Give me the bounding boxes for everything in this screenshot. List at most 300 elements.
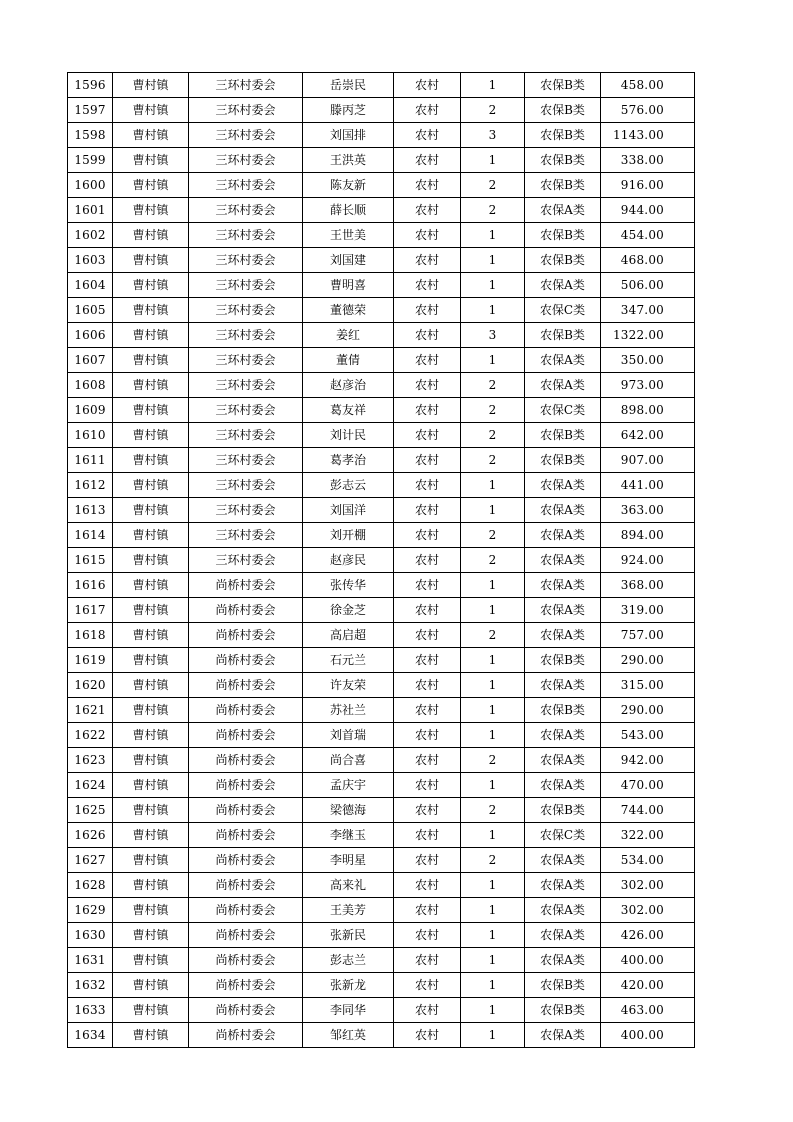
row-number-cell: 1634 [68, 1023, 113, 1048]
village-committee-cell: 三环村委会 [189, 148, 303, 173]
row-number-cell: 1622 [68, 723, 113, 748]
insurance-category-cell: 农保A类 [525, 273, 601, 298]
village-committee-cell: 尚桥村委会 [189, 848, 303, 873]
household-type-cell: 农村 [394, 398, 461, 423]
household-count-cell: 3 [461, 123, 525, 148]
town-cell: 曹村镇 [113, 748, 189, 773]
town-cell: 曹村镇 [113, 73, 189, 98]
household-count-cell: 1 [461, 498, 525, 523]
amount-cell: 368.00 [601, 573, 695, 598]
table-row [68, 548, 695, 573]
amount-cell: 944.00 [601, 198, 695, 223]
amount-cell: 420.00 [601, 973, 695, 998]
person-name-cell: 尚合喜 [303, 748, 394, 773]
household-type-cell: 农村 [394, 298, 461, 323]
row-number-cell: 1632 [68, 973, 113, 998]
row-number-cell: 1617 [68, 598, 113, 623]
amount-cell: 973.00 [601, 373, 695, 398]
village-committee-cell: 三环村委会 [189, 348, 303, 373]
amount-cell: 338.00 [601, 148, 695, 173]
insurance-category-cell: 农保B类 [525, 998, 601, 1023]
village-committee-cell: 尚桥村委会 [189, 723, 303, 748]
town-cell: 曹村镇 [113, 898, 189, 923]
village-committee-cell: 三环村委会 [189, 198, 303, 223]
person-name-cell: 王世美 [303, 223, 394, 248]
village-committee-cell: 尚桥村委会 [189, 773, 303, 798]
insurance-category-cell: 农保B类 [525, 448, 601, 473]
row-number-cell: 1601 [68, 198, 113, 223]
household-type-cell: 农村 [394, 423, 461, 448]
amount-cell: 894.00 [601, 523, 695, 548]
household-type-cell: 农村 [394, 148, 461, 173]
insurance-category-cell: 农保A类 [525, 948, 601, 973]
amount-cell: 363.00 [601, 498, 695, 523]
insurance-category-cell: 农保A类 [525, 723, 601, 748]
insurance-category-cell: 农保B类 [525, 323, 601, 348]
household-count-cell: 2 [461, 98, 525, 123]
household-count-cell: 2 [461, 448, 525, 473]
household-type-cell: 农村 [394, 948, 461, 973]
household-type-cell: 农村 [394, 523, 461, 548]
amount-cell: 400.00 [601, 1023, 695, 1048]
person-name-cell: 赵彦民 [303, 548, 394, 573]
person-name-cell: 姜红 [303, 323, 394, 348]
insurance-category-cell: 农保B类 [525, 73, 601, 98]
household-type-cell: 农村 [394, 1023, 461, 1048]
household-count-cell: 1 [461, 298, 525, 323]
person-name-cell: 张传华 [303, 573, 394, 598]
insurance-category-cell: 农保A类 [525, 873, 601, 898]
household-type-cell: 农村 [394, 248, 461, 273]
village-committee-cell: 三环村委会 [189, 248, 303, 273]
household-count-cell: 2 [461, 173, 525, 198]
village-committee-cell: 尚桥村委会 [189, 698, 303, 723]
person-name-cell: 陈友新 [303, 173, 394, 198]
row-number-cell: 1599 [68, 148, 113, 173]
village-committee-cell: 尚桥村委会 [189, 998, 303, 1023]
village-committee-cell: 尚桥村委会 [189, 748, 303, 773]
town-cell: 曹村镇 [113, 173, 189, 198]
village-committee-cell: 三环村委会 [189, 373, 303, 398]
household-type-cell: 农村 [394, 548, 461, 573]
table-row [68, 848, 695, 873]
town-cell: 曹村镇 [113, 623, 189, 648]
table-row [68, 673, 695, 698]
amount-cell: 642.00 [601, 423, 695, 448]
person-name-cell: 梁德海 [303, 798, 394, 823]
household-count-cell: 1 [461, 223, 525, 248]
person-name-cell: 葛孝治 [303, 448, 394, 473]
amount-cell: 534.00 [601, 848, 695, 873]
household-count-cell: 1 [461, 773, 525, 798]
village-committee-cell: 三环村委会 [189, 323, 303, 348]
person-name-cell: 刘国洋 [303, 498, 394, 523]
table-row [68, 498, 695, 523]
amount-cell: 290.00 [601, 648, 695, 673]
amount-cell: 942.00 [601, 748, 695, 773]
table-row [68, 448, 695, 473]
household-count-cell: 2 [461, 523, 525, 548]
person-name-cell: 岳崇民 [303, 73, 394, 98]
row-number-cell: 1616 [68, 573, 113, 598]
household-count-cell: 1 [461, 348, 525, 373]
insurance-category-cell: 农保A类 [525, 773, 601, 798]
town-cell: 曹村镇 [113, 273, 189, 298]
insurance-category-cell: 农保B类 [525, 173, 601, 198]
household-type-cell: 农村 [394, 623, 461, 648]
table-row [68, 123, 695, 148]
household-type-cell: 农村 [394, 973, 461, 998]
row-number-cell: 1628 [68, 873, 113, 898]
household-count-cell: 1 [461, 948, 525, 973]
person-name-cell: 滕丙芝 [303, 98, 394, 123]
table-row [68, 173, 695, 198]
table-row [68, 298, 695, 323]
household-count-cell: 1 [461, 923, 525, 948]
village-committee-cell: 尚桥村委会 [189, 598, 303, 623]
village-committee-cell: 尚桥村委会 [189, 948, 303, 973]
row-number-cell: 1626 [68, 823, 113, 848]
household-count-cell: 2 [461, 848, 525, 873]
village-committee-cell: 尚桥村委会 [189, 1023, 303, 1048]
amount-cell: 744.00 [601, 798, 695, 823]
household-type-cell: 农村 [394, 323, 461, 348]
person-name-cell: 张新龙 [303, 973, 394, 998]
household-type-cell: 农村 [394, 898, 461, 923]
town-cell: 曹村镇 [113, 848, 189, 873]
household-type-cell: 农村 [394, 723, 461, 748]
household-type-cell: 农村 [394, 198, 461, 223]
household-count-cell: 2 [461, 423, 525, 448]
row-number-cell: 1596 [68, 73, 113, 98]
village-committee-cell: 尚桥村委会 [189, 648, 303, 673]
amount-cell: 1143.00 [601, 123, 695, 148]
amount-cell: 463.00 [601, 998, 695, 1023]
village-committee-cell: 三环村委会 [189, 423, 303, 448]
household-count-cell: 1 [461, 873, 525, 898]
household-type-cell: 农村 [394, 873, 461, 898]
person-name-cell: 苏社兰 [303, 698, 394, 723]
table-row [68, 898, 695, 923]
village-committee-cell: 三环村委会 [189, 123, 303, 148]
amount-cell: 898.00 [601, 398, 695, 423]
town-cell: 曹村镇 [113, 948, 189, 973]
row-number-cell: 1606 [68, 323, 113, 348]
amount-cell: 302.00 [601, 873, 695, 898]
amount-cell: 470.00 [601, 773, 695, 798]
town-cell: 曹村镇 [113, 673, 189, 698]
household-count-cell: 1 [461, 723, 525, 748]
row-number-cell: 1630 [68, 923, 113, 948]
insurance-category-cell: 农保B类 [525, 798, 601, 823]
household-count-cell: 2 [461, 798, 525, 823]
town-cell: 曹村镇 [113, 448, 189, 473]
village-committee-cell: 三环村委会 [189, 273, 303, 298]
person-name-cell: 张新民 [303, 923, 394, 948]
town-cell: 曹村镇 [113, 398, 189, 423]
village-committee-cell: 尚桥村委会 [189, 873, 303, 898]
insurance-category-cell: 农保A类 [525, 573, 601, 598]
row-number-cell: 1605 [68, 298, 113, 323]
row-number-cell: 1598 [68, 123, 113, 148]
household-type-cell: 农村 [394, 823, 461, 848]
insurance-category-cell: 农保B类 [525, 123, 601, 148]
town-cell: 曹村镇 [113, 1023, 189, 1048]
household-count-cell: 1 [461, 973, 525, 998]
row-number-cell: 1629 [68, 898, 113, 923]
person-name-cell: 李同华 [303, 998, 394, 1023]
town-cell: 曹村镇 [113, 98, 189, 123]
insurance-category-cell: 农保A类 [525, 548, 601, 573]
village-committee-cell: 三环村委会 [189, 98, 303, 123]
village-committee-cell: 三环村委会 [189, 523, 303, 548]
row-number-cell: 1625 [68, 798, 113, 823]
table-row [68, 98, 695, 123]
amount-cell: 400.00 [601, 948, 695, 973]
town-cell: 曹村镇 [113, 798, 189, 823]
table-row [68, 648, 695, 673]
household-type-cell: 农村 [394, 273, 461, 298]
amount-cell: 907.00 [601, 448, 695, 473]
table-row [68, 798, 695, 823]
beneficiary-table [67, 72, 695, 1048]
person-name-cell: 彭志云 [303, 473, 394, 498]
table-row [68, 273, 695, 298]
table-row [68, 923, 695, 948]
amount-cell: 319.00 [601, 598, 695, 623]
insurance-category-cell: 农保A类 [525, 673, 601, 698]
household-type-cell: 农村 [394, 348, 461, 373]
insurance-category-cell: 农保A类 [525, 923, 601, 948]
table-row [68, 398, 695, 423]
village-committee-cell: 尚桥村委会 [189, 573, 303, 598]
amount-cell: 757.00 [601, 623, 695, 648]
person-name-cell: 董倩 [303, 348, 394, 373]
household-type-cell: 农村 [394, 473, 461, 498]
table-row [68, 373, 695, 398]
household-type-cell: 农村 [394, 848, 461, 873]
insurance-category-cell: 农保A类 [525, 748, 601, 773]
insurance-category-cell: 农保A类 [525, 898, 601, 923]
amount-cell: 290.00 [601, 698, 695, 723]
amount-cell: 347.00 [601, 298, 695, 323]
row-number-cell: 1613 [68, 498, 113, 523]
row-number-cell: 1621 [68, 698, 113, 723]
household-count-cell: 1 [461, 248, 525, 273]
household-type-cell: 农村 [394, 373, 461, 398]
row-number-cell: 1619 [68, 648, 113, 673]
household-type-cell: 农村 [394, 748, 461, 773]
town-cell: 曹村镇 [113, 323, 189, 348]
insurance-category-cell: 农保B类 [525, 248, 601, 273]
amount-cell: 441.00 [601, 473, 695, 498]
town-cell: 曹村镇 [113, 123, 189, 148]
household-type-cell: 农村 [394, 923, 461, 948]
village-committee-cell: 三环村委会 [189, 448, 303, 473]
household-count-cell: 1 [461, 573, 525, 598]
insurance-category-cell: 农保B类 [525, 698, 601, 723]
insurance-category-cell: 农保A类 [525, 198, 601, 223]
town-cell: 曹村镇 [113, 198, 189, 223]
table-row [68, 573, 695, 598]
person-name-cell: 刘国排 [303, 123, 394, 148]
table-row [68, 523, 695, 548]
insurance-category-cell: 农保C类 [525, 298, 601, 323]
person-name-cell: 薛长顺 [303, 198, 394, 223]
insurance-category-cell: 农保B类 [525, 148, 601, 173]
household-count-cell: 2 [461, 373, 525, 398]
household-count-cell: 1 [461, 823, 525, 848]
table-row [68, 198, 695, 223]
table-row [68, 748, 695, 773]
table-row [68, 873, 695, 898]
insurance-category-cell: 农保B类 [525, 423, 601, 448]
insurance-category-cell: 农保B类 [525, 973, 601, 998]
household-count-cell: 1 [461, 148, 525, 173]
household-count-cell: 1 [461, 473, 525, 498]
table-row [68, 623, 695, 648]
person-name-cell: 刘国建 [303, 248, 394, 273]
village-committee-cell: 三环村委会 [189, 398, 303, 423]
table-row [68, 73, 695, 98]
row-number-cell: 1597 [68, 98, 113, 123]
town-cell: 曹村镇 [113, 823, 189, 848]
table-row [68, 223, 695, 248]
amount-cell: 576.00 [601, 98, 695, 123]
town-cell: 曹村镇 [113, 773, 189, 798]
person-name-cell: 刘首瑞 [303, 723, 394, 748]
town-cell: 曹村镇 [113, 923, 189, 948]
row-number-cell: 1615 [68, 548, 113, 573]
town-cell: 曹村镇 [113, 723, 189, 748]
household-type-cell: 农村 [394, 598, 461, 623]
amount-cell: 506.00 [601, 273, 695, 298]
village-committee-cell: 三环村委会 [189, 298, 303, 323]
person-name-cell: 王美芳 [303, 898, 394, 923]
household-count-cell: 3 [461, 323, 525, 348]
row-number-cell: 1609 [68, 398, 113, 423]
insurance-category-cell: 农保A类 [525, 348, 601, 373]
person-name-cell: 刘计民 [303, 423, 394, 448]
insurance-category-cell: 农保A类 [525, 1023, 601, 1048]
table-row [68, 698, 695, 723]
table-row [68, 598, 695, 623]
town-cell: 曹村镇 [113, 648, 189, 673]
row-number-cell: 1611 [68, 448, 113, 473]
table-row [68, 948, 695, 973]
household-type-cell: 农村 [394, 448, 461, 473]
household-count-cell: 1 [461, 698, 525, 723]
row-number-cell: 1602 [68, 223, 113, 248]
row-number-cell: 1623 [68, 748, 113, 773]
village-committee-cell: 尚桥村委会 [189, 673, 303, 698]
insurance-category-cell: 农保A类 [525, 623, 601, 648]
insurance-category-cell: 农保C类 [525, 823, 601, 848]
amount-cell: 543.00 [601, 723, 695, 748]
amount-cell: 322.00 [601, 823, 695, 848]
household-count-cell: 2 [461, 548, 525, 573]
town-cell: 曹村镇 [113, 223, 189, 248]
village-committee-cell: 尚桥村委会 [189, 823, 303, 848]
person-name-cell: 孟庆宇 [303, 773, 394, 798]
village-committee-cell: 三环村委会 [189, 173, 303, 198]
table-row [68, 773, 695, 798]
person-name-cell: 高启超 [303, 623, 394, 648]
table-row [68, 723, 695, 748]
person-name-cell: 邹红英 [303, 1023, 394, 1048]
amount-cell: 916.00 [601, 173, 695, 198]
row-number-cell: 1624 [68, 773, 113, 798]
village-committee-cell: 尚桥村委会 [189, 798, 303, 823]
person-name-cell: 许友荣 [303, 673, 394, 698]
row-number-cell: 1607 [68, 348, 113, 373]
household-type-cell: 农村 [394, 798, 461, 823]
household-count-cell: 1 [461, 1023, 525, 1048]
household-count-cell: 2 [461, 623, 525, 648]
amount-cell: 468.00 [601, 248, 695, 273]
insurance-category-cell: 农保A类 [525, 373, 601, 398]
table-row [68, 1023, 695, 1048]
table-row [68, 323, 695, 348]
table-row [68, 248, 695, 273]
insurance-category-cell: 农保A类 [525, 498, 601, 523]
village-committee-cell: 尚桥村委会 [189, 898, 303, 923]
household-type-cell: 农村 [394, 573, 461, 598]
village-committee-cell: 尚桥村委会 [189, 923, 303, 948]
insurance-category-cell: 农保A类 [525, 848, 601, 873]
town-cell: 曹村镇 [113, 298, 189, 323]
household-type-cell: 农村 [394, 173, 461, 198]
row-number-cell: 1614 [68, 523, 113, 548]
household-count-cell: 1 [461, 598, 525, 623]
household-count-cell: 1 [461, 898, 525, 923]
person-name-cell: 徐金芝 [303, 598, 394, 623]
household-count-cell: 1 [461, 998, 525, 1023]
table-row [68, 423, 695, 448]
person-name-cell: 赵彦治 [303, 373, 394, 398]
household-type-cell: 农村 [394, 998, 461, 1023]
household-count-cell: 2 [461, 748, 525, 773]
village-committee-cell: 三环村委会 [189, 473, 303, 498]
village-committee-cell: 三环村委会 [189, 223, 303, 248]
insurance-category-cell: 农保B类 [525, 648, 601, 673]
table-row [68, 998, 695, 1023]
village-committee-cell: 三环村委会 [189, 548, 303, 573]
household-type-cell: 农村 [394, 673, 461, 698]
table-row [68, 348, 695, 373]
row-number-cell: 1633 [68, 998, 113, 1023]
household-type-cell: 农村 [394, 223, 461, 248]
person-name-cell: 李明星 [303, 848, 394, 873]
person-name-cell: 董德荣 [303, 298, 394, 323]
person-name-cell: 刘开棚 [303, 523, 394, 548]
insurance-category-cell: 农保A类 [525, 473, 601, 498]
town-cell: 曹村镇 [113, 698, 189, 723]
person-name-cell: 石元兰 [303, 648, 394, 673]
amount-cell: 315.00 [601, 673, 695, 698]
household-type-cell: 农村 [394, 498, 461, 523]
amount-cell: 426.00 [601, 923, 695, 948]
household-type-cell: 农村 [394, 73, 461, 98]
amount-cell: 350.00 [601, 348, 695, 373]
village-committee-cell: 尚桥村委会 [189, 623, 303, 648]
row-number-cell: 1627 [68, 848, 113, 873]
person-name-cell: 葛友祥 [303, 398, 394, 423]
row-number-cell: 1604 [68, 273, 113, 298]
household-count-cell: 1 [461, 648, 525, 673]
amount-cell: 458.00 [601, 73, 695, 98]
person-name-cell: 曹明喜 [303, 273, 394, 298]
